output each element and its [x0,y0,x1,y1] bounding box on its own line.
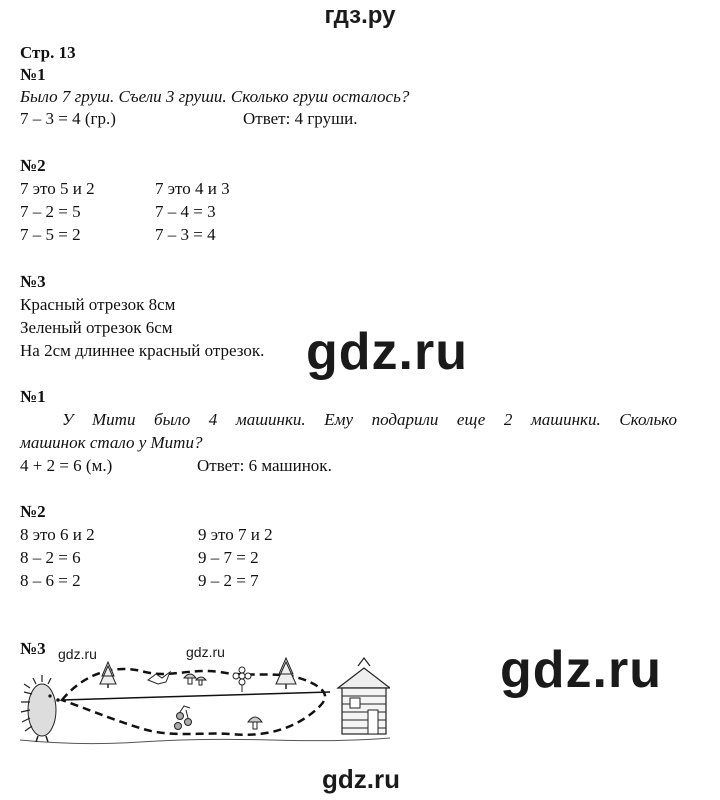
equation: 8 это 6 и 2 [20,525,95,544]
equation: 7 – 4 = 3 [155,202,216,221]
watermark: gdz.ru [186,644,225,660]
site-header: гдз.ру [324,2,396,29]
task-question: У Мити было 4 машинки. Ему подарили еще 2 машинки. Сколько [62,410,677,429]
straight-segment [62,692,330,700]
task-answer: Ответ: 4 груши. [243,109,358,128]
task-solution: 7 – 3 = 4 (гр.) [20,109,116,128]
equation: 7 – 3 = 4 [155,225,216,244]
task-number: №1 [20,65,46,84]
tree-icon [100,662,116,688]
berry-icon [175,706,192,730]
text-line: На 2см длиннее красный отрезок. [20,341,265,360]
task-number: №1 [20,387,46,406]
equation: 9 – 2 = 7 [198,571,259,590]
equation: 8 – 6 = 2 [20,571,81,590]
task-number: №2 [20,156,46,175]
text-line: Зеленый отрезок 6см [20,318,173,337]
text-line: Красный отрезок 8см [20,295,176,314]
illustration-map [20,648,390,748]
task-number: №2 [20,502,46,521]
watermark: gdz.ru [500,641,662,699]
watermark: gdz.ru [322,764,400,794]
equation: 9 это 7 и 2 [198,525,273,544]
watermark: gdz.ru [58,646,97,662]
house-icon [338,658,390,734]
equation: 7 это 4 и 3 [155,179,230,198]
ground-line [20,738,390,744]
equation: 8 – 2 = 6 [20,548,81,567]
mushroom-icon [184,674,206,685]
task-answer: Ответ: 6 машинок. [197,456,332,475]
hedgehog-icon [21,675,60,742]
task-question: машинок стало у Мити? [20,433,203,452]
flower-icon [233,667,251,692]
task-number: №3 [20,272,46,291]
task-question: Было 7 груш. Съели 3 груши. Сколько груш осталось? [20,87,410,106]
equation: 7 – 5 = 2 [20,225,81,244]
mushroom-icon [248,717,262,729]
equation: 7 это 5 и 2 [20,179,95,198]
equation: 9 – 7 = 2 [198,548,259,567]
equation: 7 – 2 = 5 [20,202,81,221]
task-number: №3 [20,639,46,658]
tree-icon [276,658,296,689]
watermark: gdz.ru [306,323,468,381]
page-label: Стр. 13 [20,43,76,62]
task-solution: 4 + 2 = 6 (м.) [20,456,113,475]
